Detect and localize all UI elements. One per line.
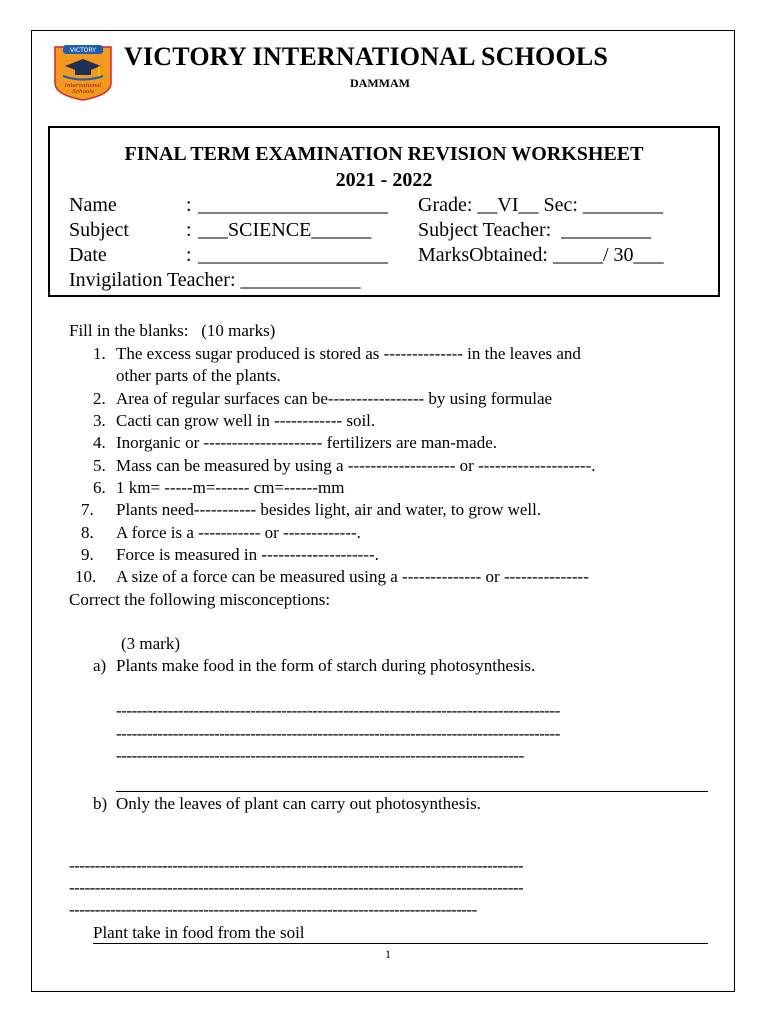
- worksheet-year: 2021 - 2022: [335, 169, 433, 191]
- answer-dashes[interactable]: ----------------------------------------------------------------------------------------: [69, 856, 524, 875]
- marks-obtained-field[interactable]: MarksObtained: _____/ 30___: [418, 244, 664, 266]
- subject-colon: :: [186, 219, 192, 241]
- subject-field[interactable]: ___SCIENCE______: [198, 219, 372, 241]
- name-field[interactable]: ___________________: [198, 194, 388, 216]
- school-logo: [53, 43, 113, 101]
- date-colon: :: [186, 244, 192, 266]
- question-text: Force is measured in --------------------.: [116, 545, 379, 564]
- name-colon: :: [186, 194, 192, 216]
- question-number: 6.: [93, 478, 106, 497]
- question-text: Area of regular surfaces can be----------------- by using formulae: [116, 389, 553, 408]
- question-number: 4.: [93, 433, 106, 452]
- date-label: Date: [69, 244, 107, 266]
- school-city: DAMMAM: [350, 76, 410, 90]
- date-field[interactable]: ___________________: [198, 244, 388, 266]
- question-text: Cacti can grow well in ------------ soil.: [116, 411, 376, 430]
- logo-bottom-text-2: Schools: [72, 89, 94, 95]
- question-text: Plants need----------- besides light, air and water, to grow well.: [116, 500, 542, 519]
- answer-line[interactable]: [116, 791, 708, 792]
- misconception-b-text: Only the leaves of plant can carry out photosynthesis.: [116, 794, 481, 813]
- question-text: Inorganic or --------------------- fertilizers are man-made.: [116, 433, 497, 452]
- misconception-a-text: Plants make food in the form of starch during photosynthesis.: [116, 656, 536, 675]
- misconceptions-marks: (3 mark): [121, 634, 181, 653]
- question-number: 8.: [81, 523, 94, 542]
- subject-teacher-field[interactable]: Subject Teacher: _________: [418, 219, 652, 241]
- question-number: 1.: [93, 344, 106, 363]
- question-number: 3.: [93, 411, 106, 430]
- question-number: 2.: [93, 389, 106, 408]
- question-number: 7.: [81, 500, 94, 519]
- answer-dashes[interactable]: -------------------------------------------------------------------------------: [116, 746, 524, 765]
- answer-line[interactable]: [93, 943, 708, 944]
- question-text: other parts of the plants.: [116, 366, 281, 385]
- school-name: VICTORY INTERNATIONAL SCHOOLS: [124, 42, 609, 71]
- page-number: 1: [385, 947, 391, 961]
- item-label: b): [93, 794, 108, 813]
- subject-label: Subject: [69, 219, 129, 241]
- question-text: A force is a ----------- or -------------.: [116, 523, 361, 542]
- answer-dashes[interactable]: --------------------------------------------------------------------------------------: [116, 701, 560, 720]
- answer-dashes[interactable]: --------------------------------------------------------------------------------------: [116, 724, 560, 743]
- answer-dashes[interactable]: -------------------------------------------------------------------------------: [69, 900, 477, 919]
- question-text: A size of a force can be measured using a -------------- or ---------------: [116, 567, 589, 586]
- name-label: Name: [69, 194, 117, 216]
- question-number: 10.: [75, 567, 97, 586]
- answer-dashes[interactable]: ----------------------------------------------------------------------------------------: [69, 878, 524, 897]
- logo-bottom-text-1: International: [64, 83, 102, 89]
- question-text: 1 km= -----m=------ cm=------mm: [116, 478, 345, 497]
- grade-section-field[interactable]: Grade: __VI__ Sec: ________: [418, 194, 663, 216]
- question-number: 5.: [93, 456, 106, 475]
- misconception-c-text: Plant take in food from the soil: [93, 923, 305, 942]
- worksheet-title: FINAL TERM EXAMINATION REVISION WORKSHEET: [124, 143, 644, 165]
- logo-top-text: VICTORY: [70, 47, 96, 54]
- invigilation-teacher-field[interactable]: Invigilation Teacher: ____________: [69, 269, 361, 291]
- misconceptions-heading: Correct the following misconceptions:: [69, 590, 331, 609]
- fill-blanks-heading: Fill in the blanks: (10 marks): [69, 321, 276, 340]
- question-text: The excess sugar produced is stored as -------------- in the leaves and: [116, 344, 581, 363]
- item-label: a): [93, 656, 107, 675]
- question-number: 9.: [81, 545, 94, 564]
- question-text: Mass can be measured by using a ------------------- or --------------------.: [116, 456, 596, 475]
